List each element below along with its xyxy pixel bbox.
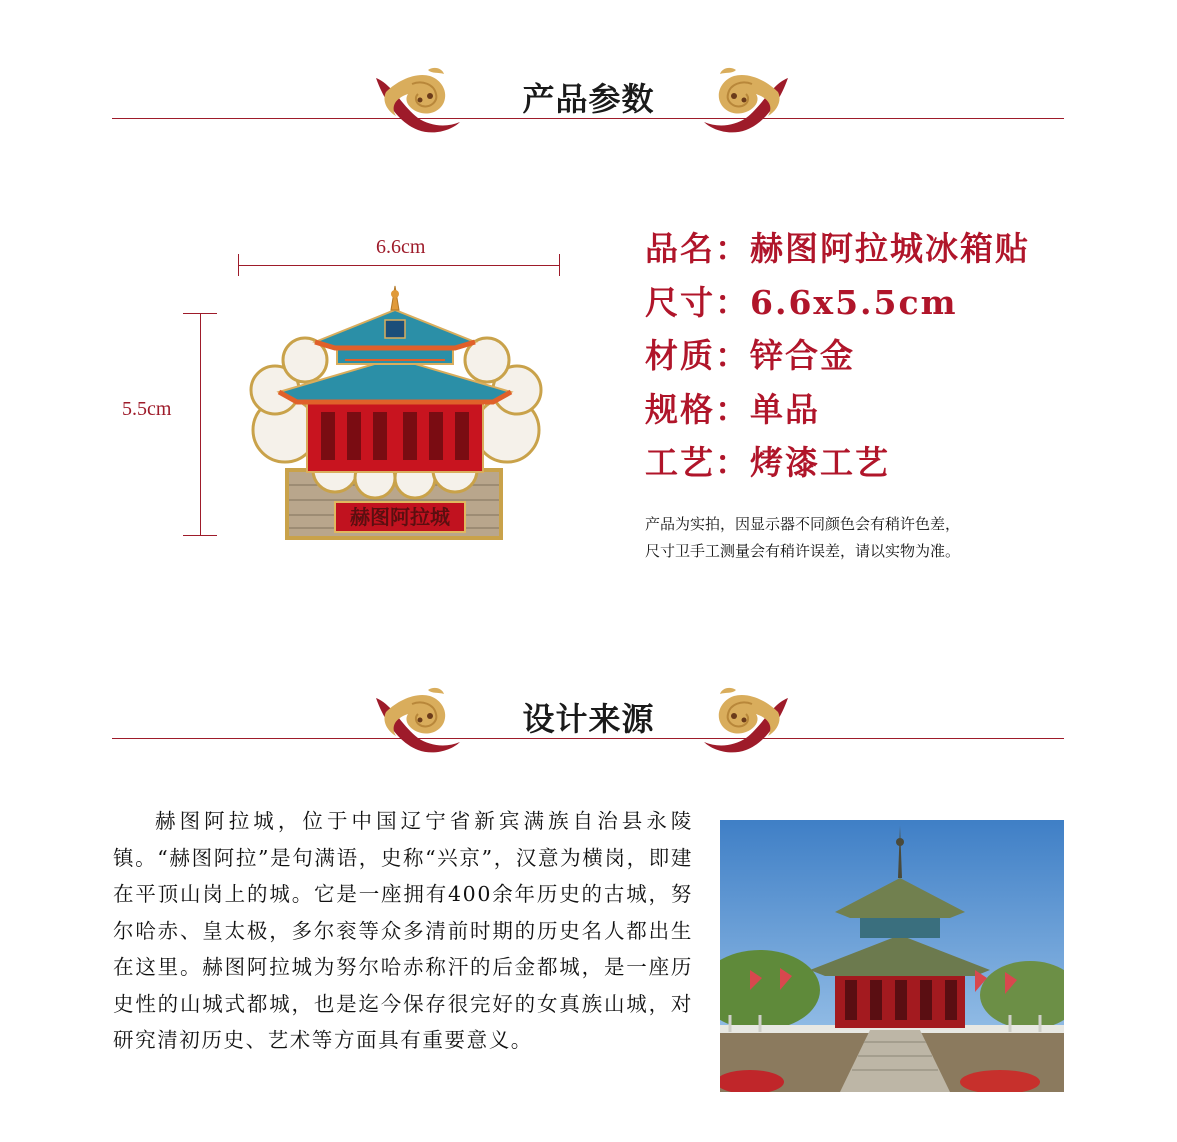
spec-label: 工艺	[645, 443, 715, 482]
spec-row-size	[645, 276, 1030, 330]
cloud-ornament-right-icon	[700, 66, 792, 134]
height-dimension-tick-bottom	[183, 535, 217, 536]
section-title-params: 产品参数	[522, 80, 655, 118]
width-dimension-line	[238, 265, 560, 266]
spec-separator: ：	[715, 282, 750, 322]
spec-label: 材质	[645, 336, 715, 375]
pavilion-photo	[720, 820, 1064, 1092]
spec-label: 品名	[645, 229, 715, 268]
width-dimension-tick-left	[238, 254, 239, 276]
spec-list	[645, 222, 1030, 490]
spec-separator: ：	[715, 229, 750, 268]
magnet-plaque-text: 赫图阿拉城	[350, 505, 450, 529]
disclaimer-line-1: 产品为实拍，因显示器不同颜色会有稍许色差，	[645, 515, 961, 533]
disclaimer-note	[645, 511, 960, 565]
spec-label: 尺寸	[645, 282, 715, 322]
spec-value: 6.6x5.5cm	[750, 282, 958, 322]
spec-separator: ：	[715, 389, 750, 429]
height-dimension-label: 5.5cm	[122, 398, 172, 420]
spec-label: 规格	[645, 389, 715, 429]
height-dimension-tick-top	[183, 313, 217, 314]
spec-separator: ：	[715, 443, 750, 482]
spec-separator: ：	[715, 336, 750, 375]
section-title-source: 设计来源	[522, 700, 655, 738]
spec-value: 锌合金	[750, 336, 855, 375]
fridge-magnet-image	[245, 280, 545, 550]
section-header-params	[0, 66, 1177, 136]
spec-value: 单品	[750, 389, 820, 429]
spec-row-craft	[645, 436, 1030, 490]
section-header-source	[0, 686, 1177, 756]
spec-row-material	[645, 329, 1030, 383]
design-source-description: 赫图阿拉城，位于中国辽宁省新宾满族自治县永陵镇。“赫图阿拉”是句满语，史称“兴京”，汉意为横岗，即建在平顶山岗上的城。它是一座拥有400余年历史的古城，努尔哈赤、皇太极，多尔衮等众多清前时期的历史名人都出生在这里。赫图阿拉城为努尔哈赤称汗的后金都城，是一座历史性的山城式都城，也是迄今保存很完好的女真族山城，对研究清初历史、艺术等方面具有重要意义。	[113, 809, 693, 1052]
disclaimer-line-2: 尺寸卫手工测量会有稍许误差，请以实物为准。	[645, 542, 961, 560]
cloud-ornament-right-icon	[700, 686, 792, 754]
width-dimension-label: 6.6cm	[376, 236, 426, 258]
spec-row-name	[645, 222, 1030, 276]
spec-row-spec	[645, 383, 1030, 437]
spec-value: 赫图阿拉城冰箱贴	[750, 229, 1030, 268]
height-dimension-line	[200, 313, 201, 535]
spec-value: 烤漆工艺	[750, 443, 890, 482]
width-dimension-tick-right	[559, 254, 560, 276]
